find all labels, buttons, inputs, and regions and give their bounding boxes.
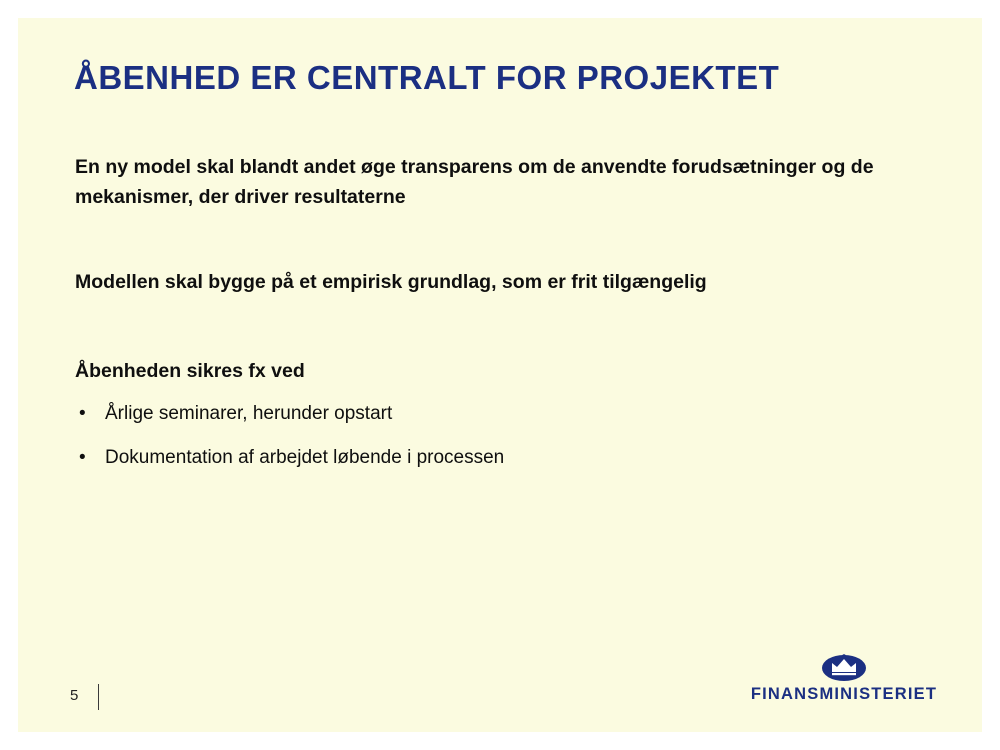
crown-icon: [818, 650, 870, 682]
list-item-label: Dokumentation af arbejdet løbende i processen: [105, 447, 505, 469]
list-item: [75, 444, 915, 473]
body-paragraph-2: Modellen skal bygge på et empirisk grundlag, som er frit tilgængelig: [75, 271, 707, 294]
body-paragraph-1: En ny model skal blandt andet øge transparens om de anvendte forudsætninger og de mekanismer, der driver resultaterne: [75, 156, 874, 209]
list-item-label: Årlige seminarer, herunder opstart: [105, 402, 393, 424]
body-paragraph-3: Åbenheden sikres fx ved: [75, 359, 305, 382]
page-number: 5: [70, 687, 79, 704]
bullet-marker-icon: •: [79, 402, 86, 424]
bullet-list: [75, 400, 915, 473]
logo-text: FINANSMINISTERIET: [750, 685, 938, 703]
page-title: ÅBENHED ER CENTRALT FOR PROJEKTET: [74, 59, 780, 96]
slide-canvas: [18, 18, 982, 732]
footer-divider: [98, 684, 99, 710]
list-item: [75, 400, 915, 429]
footer-logo: [744, 650, 944, 704]
bullet-marker-icon: •: [79, 447, 86, 469]
slide-body: [75, 152, 915, 489]
